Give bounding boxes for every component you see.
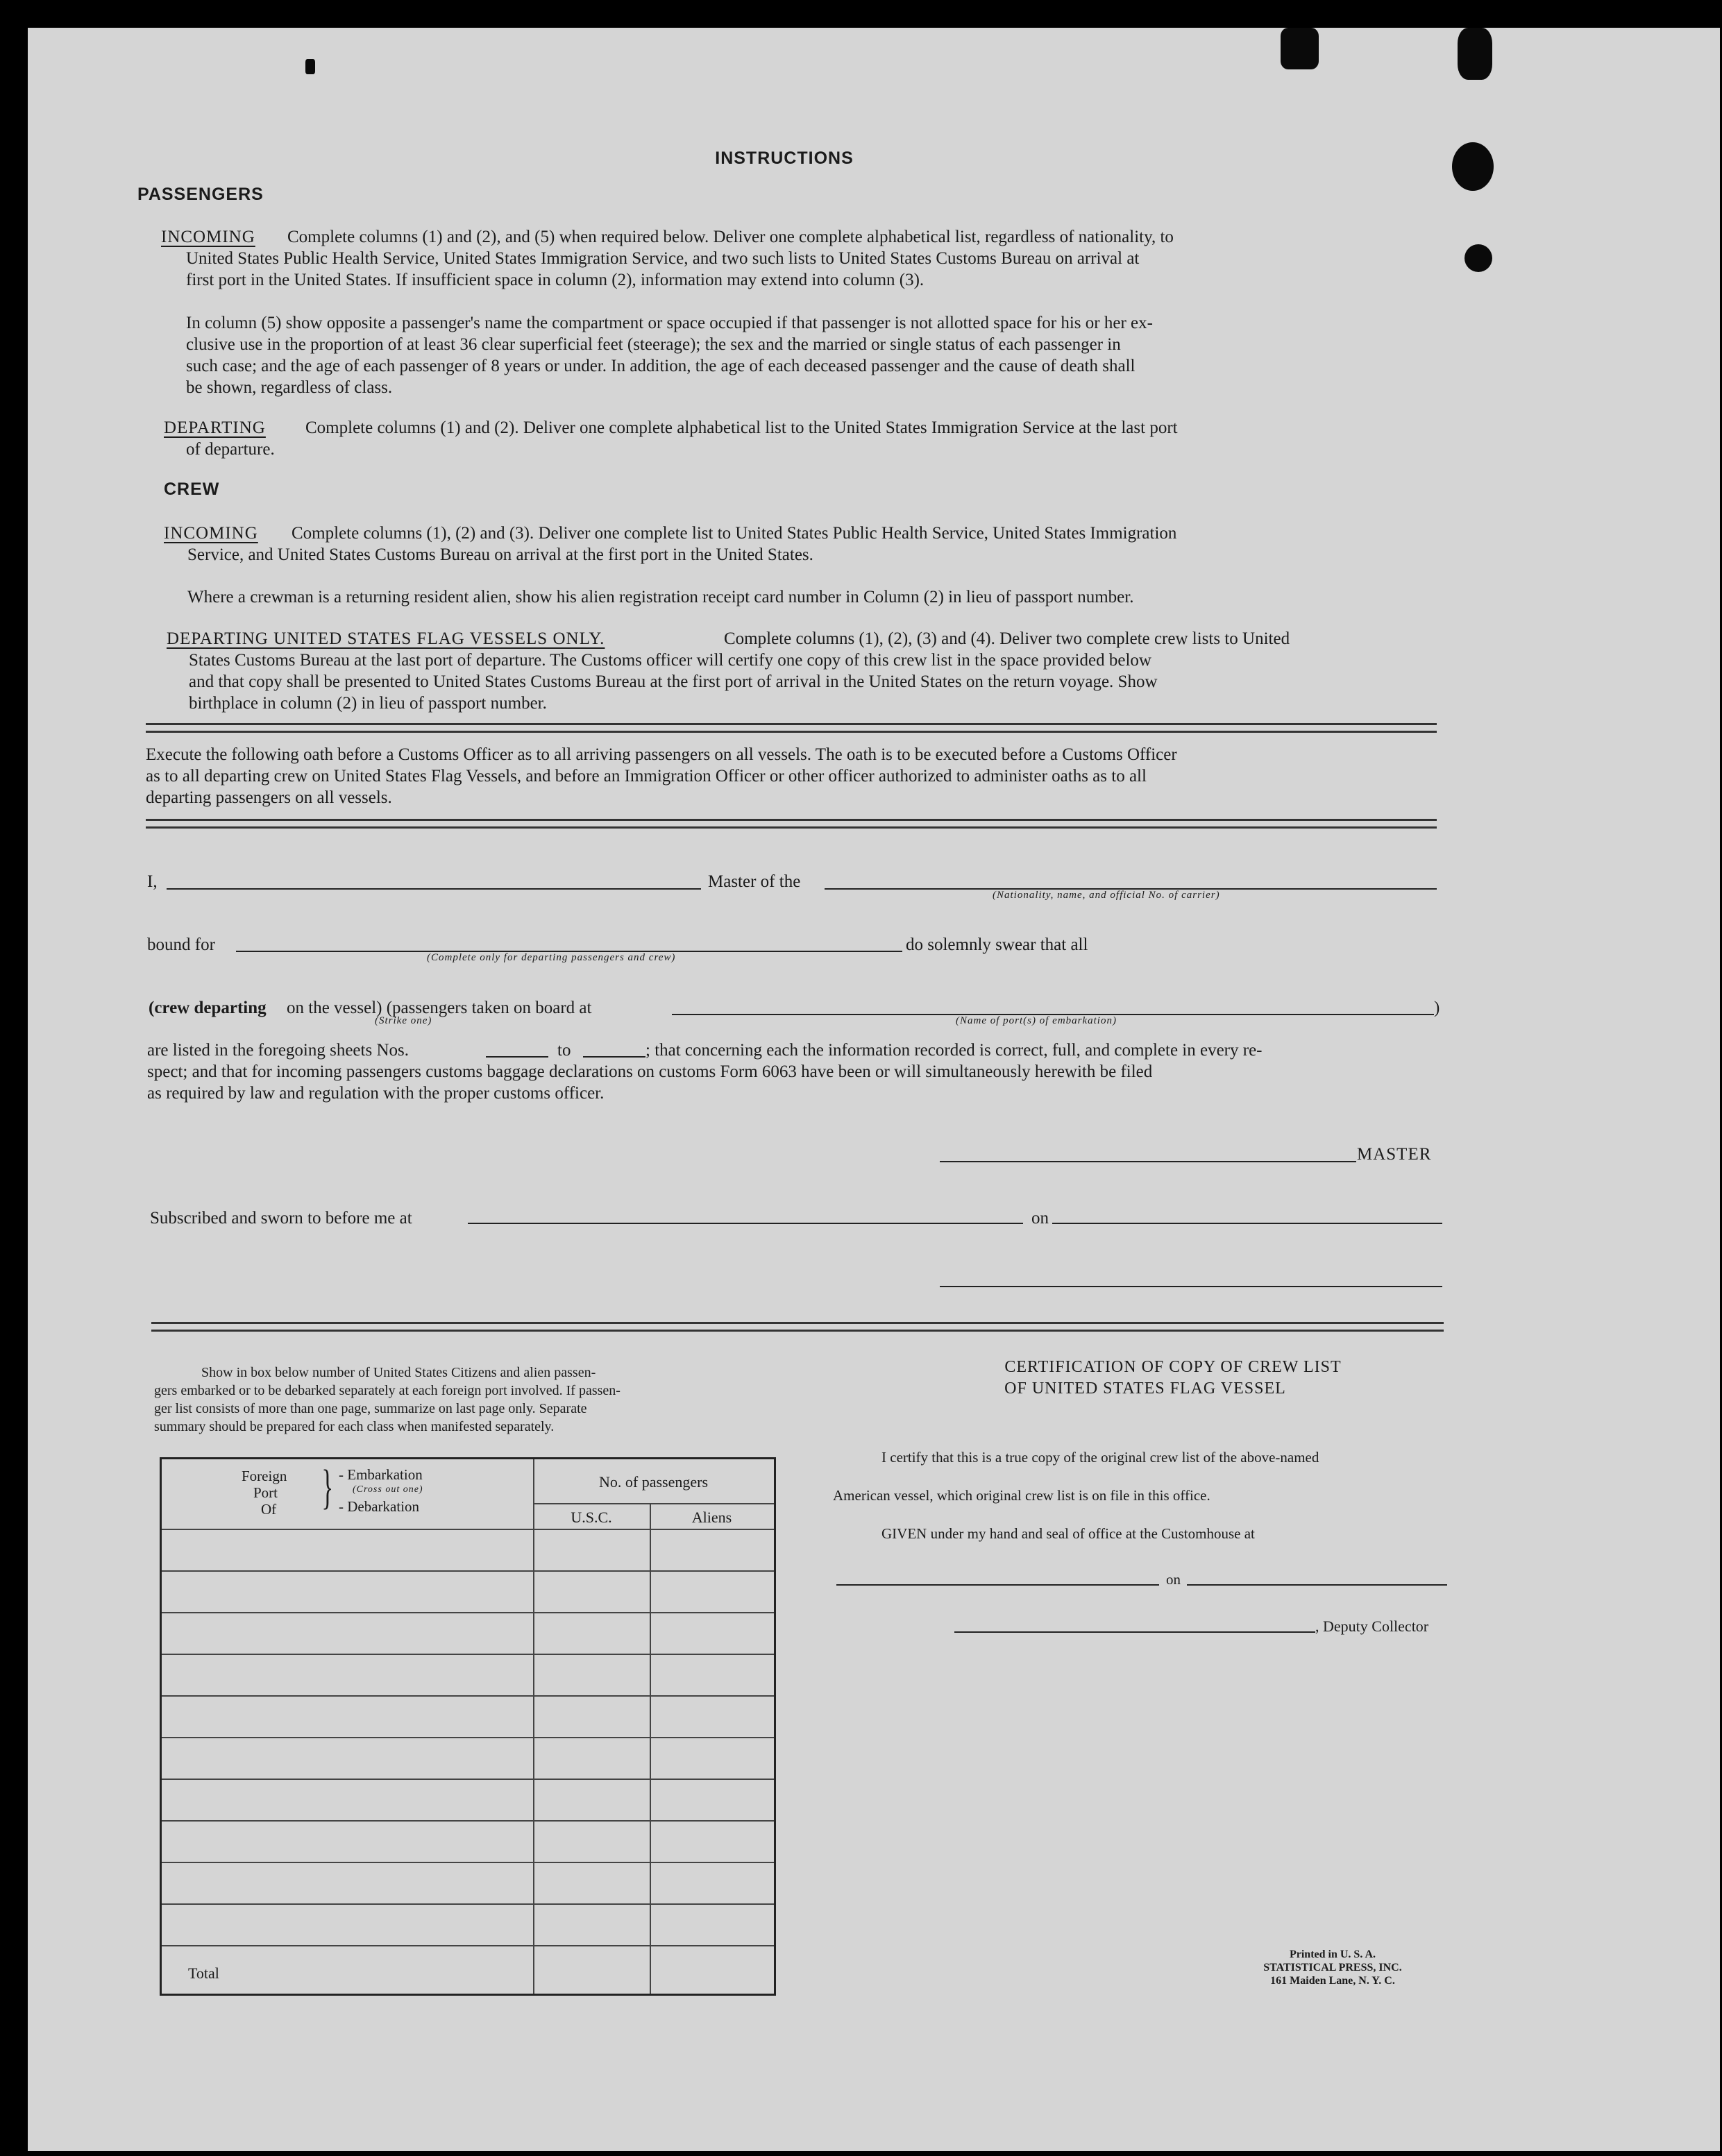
crew-departing-text: States Customs Bureau at the last port of departure. The Customs officer will certify one copy of this crew list in the space provided below <box>189 651 1151 670</box>
column-divider <box>650 1504 651 1994</box>
aliens-header: Aliens <box>691 1509 732 1526</box>
passengers-column5-text: In column (5) show opposite a passenger's name the compartment or space occupied if that passenger is not allotted space for his or her ex- <box>186 314 1153 332</box>
crew-resident-text: Where a crewman is a returning resident alien, show his alien registration receipt card number in Column (2) in lieu of passport number. <box>187 588 1134 606</box>
passengers-option[interactable]: on the vessel) (passengers taken on board at <box>287 999 592 1017</box>
certification-on-label: on <box>1166 1571 1181 1588</box>
table-row[interactable] <box>162 1945 774 1946</box>
officer-signature-field[interactable] <box>940 1286 1442 1287</box>
certification-date-field[interactable] <box>1187 1584 1447 1586</box>
crew-incoming-text: Complete columns (1), (2) and (3). Deliver one complete list to United States Public Health Service, United States Immigration <box>292 524 1177 543</box>
table-row[interactable] <box>162 1903 774 1905</box>
customhouse-field[interactable] <box>836 1584 1159 1586</box>
passengers-heading: PASSENGERS <box>137 185 264 204</box>
port-hint: (Name of port(s) of embarkation) <box>956 1015 1117 1026</box>
summary-note: summary should be prepared for each class when manifested separately. <box>154 1419 555 1434</box>
foreign-label: Foreign <box>242 1468 287 1484</box>
table-row[interactable] <box>162 1570 774 1572</box>
carrier-field-hint: (Nationality, name, and official No. of carrier) <box>993 890 1220 901</box>
table-row[interactable] <box>162 1612 774 1613</box>
table-row[interactable] <box>162 1654 774 1655</box>
double-rule <box>146 723 1437 733</box>
passenger-summary-table <box>160 1457 776 1996</box>
master-label: MASTER <box>1357 1145 1432 1164</box>
summary-note: ger list consists of more than one page, summarize on last page only. Separate <box>154 1401 587 1416</box>
crew-departing-text: Complete columns (1), (2), (3) and (4). Deliver two complete crew lists to United <box>724 629 1290 648</box>
deputy-collector-label: , Deputy Collector <box>1315 1618 1429 1635</box>
crew-incoming-text: Service, and United States Customs Bureau on arrival at the first port in the United States. <box>187 545 813 564</box>
certification-title: OF UNITED STATES FLAG VESSEL <box>1004 1380 1286 1398</box>
embarkation-option[interactable]: - Embarkation <box>339 1466 423 1483</box>
punch-hole <box>1458 28 1492 80</box>
double-rule <box>146 819 1437 829</box>
passengers-column5-text: clusive use in the proportion of at least 36 clear superficial feet (steerage); the sex and the married or single status of each passenger in <box>186 335 1121 354</box>
to-label: to <box>557 1041 571 1060</box>
listed-text: ; that concerning each the information recorded is correct, full, and complete in every re- <box>645 1041 1263 1060</box>
passengers-column5-text: such case; and the age of each passenger of 8 years or under. In addition, the age of each deceased passenger and the cause of death shall <box>186 357 1136 375</box>
passengers-departing-text: Complete columns (1) and (2). Deliver one complete alphabetical list to the United States Immigration Service at the last port <box>305 418 1178 437</box>
oath-i-label: I, <box>147 872 158 891</box>
oath-instructions-text: as to all departing crew on United States Flag Vessels, and before an Immigration Officer or other officer authorized to administer oaths as to all <box>146 767 1147 786</box>
sheet-to-field[interactable] <box>583 1056 645 1058</box>
on-label: on <box>1031 1209 1049 1228</box>
oath-text: spect; and that for incoming passengers customs baggage declarations on customs Form 6063 have been or will simultaneously herewith be filed <box>147 1062 1153 1081</box>
passengers-incoming-label: INCOMING <box>161 228 255 246</box>
passengers-incoming-text: first port in the United States. If insufficient space in column (2), information may extend into column (3). <box>186 271 925 289</box>
of-label: Of <box>261 1501 277 1518</box>
punch-hole <box>1281 28 1319 69</box>
printer-imprint: 161 Maiden Lane, N. Y. C. <box>1270 1975 1395 1987</box>
table-row[interactable] <box>162 1529 774 1530</box>
bound-for-hint: (Complete only for departing passengers and crew) <box>427 952 676 963</box>
close-paren: ) <box>1434 999 1440 1017</box>
table-row[interactable] <box>162 1820 774 1822</box>
certification-text: GIVEN under my hand and seal of office at the Customhouse at <box>881 1525 1255 1542</box>
table-row[interactable] <box>162 1779 774 1780</box>
header-underline <box>533 1503 774 1504</box>
crew-departing-option[interactable]: (crew departing <box>149 999 267 1017</box>
bound-for-label: bound for <box>147 935 215 954</box>
certification-title: CERTIFICATION OF COPY OF CREW LIST <box>1004 1358 1342 1376</box>
oath-text: as required by law and regulation with the proper customs officer. <box>147 1084 605 1103</box>
deputy-signature-field[interactable] <box>954 1631 1315 1633</box>
crew-incoming-label: INCOMING <box>164 524 258 543</box>
usc-header: U.S.C. <box>571 1509 612 1526</box>
passengers-column5-text: be shown, regardless of class. <box>186 378 393 397</box>
passengers-incoming-text: Complete columns (1) and (2), and (5) when required below. Deliver one complete alphabetical list, regardless of nationality, to <box>287 228 1174 246</box>
summary-note: Show in box below number of United States Citizens and alien passen- <box>201 1365 596 1380</box>
listed-text: are listed in the foregoing sheets Nos. <box>147 1041 409 1060</box>
punch-hole <box>1452 142 1494 191</box>
table-row[interactable] <box>162 1695 774 1697</box>
table-row[interactable] <box>162 1862 774 1863</box>
strike-one-hint: (Strike one) <box>375 1015 432 1026</box>
sworn-date-field[interactable] <box>1052 1223 1442 1224</box>
crew-departing-text: and that copy shall be presented to United States Customs Bureau at the first port of arrival in the United States on the return voyage. Show <box>189 672 1158 691</box>
passengers-incoming-text: United States Public Health Service, United States Immigration Service, and two such lists to United States Customs Bureau on arrival at <box>186 249 1140 268</box>
master-signature-field[interactable] <box>940 1161 1356 1162</box>
brace: } <box>321 1461 334 1514</box>
oath-instructions-text: departing passengers on all vessels. <box>146 788 392 807</box>
printer-imprint: Printed in U. S. A. <box>1289 1949 1376 1960</box>
certification-text: American vessel, which original crew list is on file in this office. <box>833 1487 1210 1504</box>
page-title: INSTRUCTIONS <box>715 148 854 168</box>
double-rule <box>151 1322 1444 1332</box>
master-name-field[interactable] <box>167 888 701 890</box>
swear-text: do solemnly swear that all <box>906 935 1088 954</box>
debarkation-option[interactable]: - Debarkation <box>339 1498 420 1515</box>
summary-note: gers embarked or to be debarked separately at each foreign port involved. If passen- <box>154 1383 621 1398</box>
no-passengers-header: No. of passengers <box>598 1473 709 1491</box>
column-divider <box>533 1459 534 1994</box>
oath-instructions-text: Execute the following oath before a Customs Officer as to all arriving passengers on all vessels. The oath is to be executed before a Customs Officer <box>146 745 1177 764</box>
crew-departing-label: DEPARTING UNITED STATES FLAG VESSELS ONLY. <box>167 629 605 648</box>
passengers-departing-text: of departure. <box>186 440 275 459</box>
certification-text: I certify that this is a true copy of the original crew list of the above-named <box>881 1449 1319 1466</box>
crew-heading: CREW <box>164 479 220 499</box>
passengers-departing-label: DEPARTING <box>164 418 266 437</box>
total-label: Total <box>188 1964 219 1982</box>
printer-imprint: STATISTICAL PRESS, INC. <box>1263 1962 1402 1973</box>
punch-hole <box>1464 244 1492 272</box>
table-row[interactable] <box>162 1737 774 1738</box>
sworn-place-field[interactable] <box>468 1223 1023 1224</box>
port-label: Port <box>253 1484 278 1501</box>
cross-out-hint: (Cross out one) <box>353 1484 423 1495</box>
sheet-from-field[interactable] <box>486 1056 548 1058</box>
master-of-the-label: Master of the <box>708 872 801 891</box>
speck <box>305 59 315 74</box>
subscribed-label: Subscribed and sworn to before me at <box>150 1209 412 1228</box>
crew-departing-text: birthplace in column (2) in lieu of passport number. <box>189 694 547 713</box>
